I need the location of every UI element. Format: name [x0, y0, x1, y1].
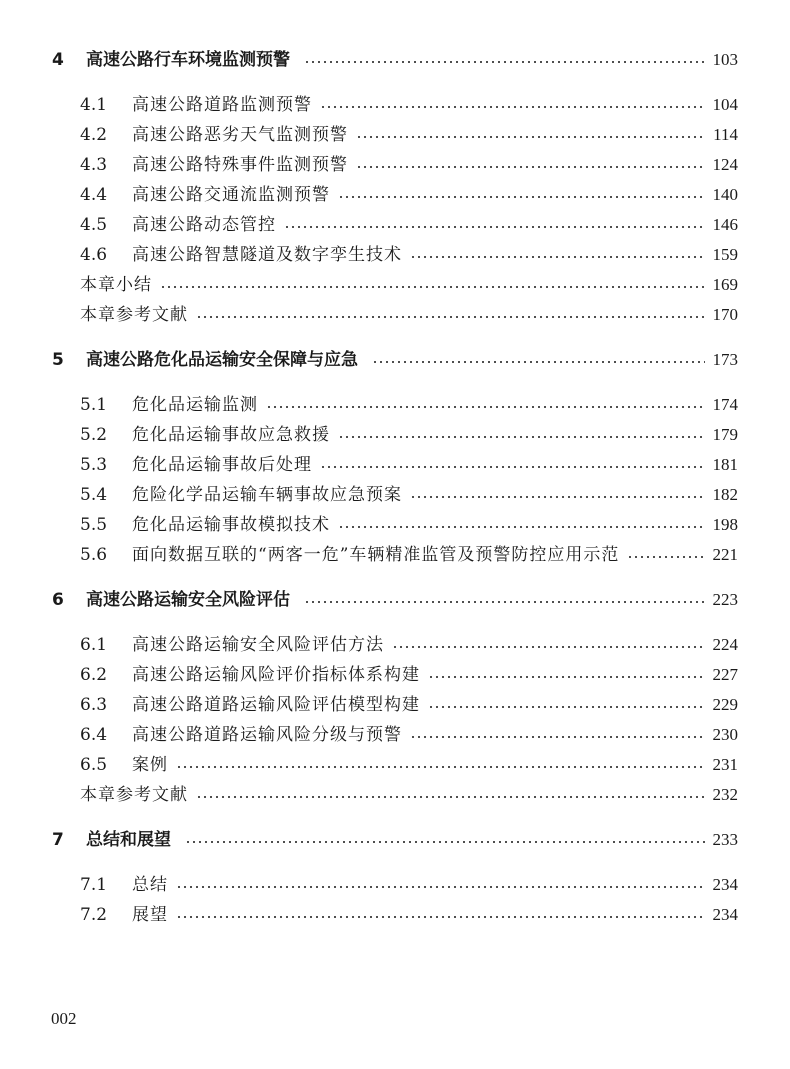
dot-leader: [627, 556, 704, 558]
toc-entry-number: 5.5: [80, 515, 108, 535]
toc-page-number: 114: [713, 125, 738, 144]
toc-entry-number: 4.4: [80, 185, 108, 205]
dot-leader: [185, 841, 705, 843]
toc-entry-title: 案例: [132, 755, 168, 775]
toc-entry-title: 高速公路道路运输风险评估模型构建: [132, 695, 420, 715]
toc-section-row[interactable]: [80, 693, 738, 717]
toc-entry-number: 6.1: [80, 635, 108, 655]
toc-page-number: 124: [712, 155, 738, 174]
toc-extra-row[interactable]: [80, 783, 738, 807]
toc-entry-title: 高速公路交通流监测预警: [132, 185, 330, 205]
toc-entry-title: 本章小结: [80, 275, 152, 295]
dot-leader: [320, 466, 705, 468]
dot-leader: [284, 226, 705, 228]
toc-entry-title: 危化品运输监测: [132, 395, 258, 415]
toc-page-number: 169: [712, 275, 738, 294]
toc-extra-row[interactable]: [80, 303, 738, 327]
toc-page-number: 221: [712, 545, 738, 564]
toc-page-number: 104: [712, 95, 738, 114]
toc-section-row[interactable]: [80, 483, 738, 507]
toc-entry-number: 4.5: [80, 215, 108, 235]
toc-section-row[interactable]: [80, 873, 738, 897]
dot-leader: [304, 601, 705, 603]
toc-chapter-row[interactable]: [52, 348, 738, 372]
toc-entry-title: 本章参考文献: [80, 785, 188, 805]
dot-leader: [356, 136, 705, 138]
toc-section-row[interactable]: [80, 753, 738, 777]
toc-section-row[interactable]: [80, 903, 738, 927]
toc-entry-title: 总结: [132, 875, 168, 895]
toc-page-number: 229: [712, 695, 738, 714]
toc-entry-title: 高速公路道路运输风险分级与预警: [132, 725, 402, 745]
toc-entry-title: 展望: [132, 905, 168, 925]
toc-entry-number: 4.6: [80, 245, 108, 265]
toc-entry-title: 面向数据互联的“两客一危”车辆精准监管及预警防控应用示范: [132, 545, 620, 565]
toc-entry-number: 6.4: [80, 725, 108, 745]
toc-section-row[interactable]: [80, 543, 738, 567]
dot-leader: [428, 676, 705, 678]
toc-entry-number: 4: [52, 50, 64, 70]
toc-entry-number: 5.3: [80, 455, 108, 475]
toc-page-number: 227: [712, 665, 738, 684]
toc-entry-title: 本章参考文献: [80, 305, 188, 325]
toc-page-number: 232: [712, 785, 738, 804]
toc-entry-number: 4.2: [80, 125, 108, 145]
toc-entry-title: 高速公路特殊事件监测预警: [132, 155, 348, 175]
toc-section-row[interactable]: [80, 213, 738, 237]
toc-entry-number: 4.3: [80, 155, 108, 175]
dot-leader: [196, 316, 705, 318]
toc-page-number: 231: [712, 755, 738, 774]
toc-chapter-row[interactable]: [52, 828, 738, 852]
toc-chapter-row[interactable]: [52, 588, 738, 612]
toc-section-row[interactable]: [80, 663, 738, 687]
toc-page-number: 224: [712, 635, 738, 654]
toc-entry-title: 高速公路智慧隧道及数字孪生技术: [132, 245, 402, 265]
toc-section-row[interactable]: [80, 633, 738, 657]
dot-leader: [304, 61, 705, 63]
toc-page-number: 159: [712, 245, 738, 264]
toc-entry-title: 危化品运输事故应急救援: [132, 425, 330, 445]
toc-entry-title: 高速公路行车环境监测预警: [86, 50, 290, 70]
toc-entry-number: 5.6: [80, 545, 108, 565]
toc-page-number: 174: [712, 395, 738, 414]
dot-leader: [338, 436, 705, 438]
dot-leader: [320, 106, 705, 108]
toc-entry-number: 4.1: [80, 95, 108, 115]
toc-page-number: 103: [712, 50, 738, 69]
dot-leader: [266, 406, 705, 408]
toc-page-number: 179: [712, 425, 738, 444]
dot-leader: [410, 736, 705, 738]
toc-section-row[interactable]: [80, 453, 738, 477]
toc-page-number: 146: [712, 215, 738, 234]
toc-chapter-row[interactable]: [52, 48, 738, 72]
toc-page-number: 234: [712, 905, 738, 924]
toc-entry-title: 危险化学品运输车辆事故应急预案: [132, 485, 402, 505]
toc-entry-title: 高速公路恶劣天气监测预警: [132, 125, 348, 145]
toc-entry-title: 高速公路危化品运输安全保障与应急: [86, 350, 358, 370]
dot-leader: [372, 361, 705, 363]
toc-entry-title: 高速公路运输风险评价指标体系构建: [132, 665, 420, 685]
toc-entry-number: 6: [52, 590, 64, 610]
dot-leader: [392, 646, 705, 648]
dot-leader: [428, 706, 705, 708]
toc-section-row[interactable]: [80, 243, 738, 267]
dot-leader: [410, 496, 705, 498]
toc-section-row[interactable]: [80, 513, 738, 537]
toc-entry-number: 5.1: [80, 395, 108, 415]
toc-extra-row[interactable]: [80, 273, 738, 297]
page-number: 002: [51, 1009, 77, 1028]
toc-entry-title: 高速公路道路监测预警: [132, 95, 312, 115]
dot-leader: [176, 886, 705, 888]
toc-section-row[interactable]: [80, 723, 738, 747]
toc-section-row[interactable]: [80, 123, 738, 147]
toc-entry-title: 总结和展望: [86, 830, 171, 850]
dot-leader: [356, 166, 705, 168]
dot-leader: [338, 196, 705, 198]
toc-page-number: 170: [712, 305, 738, 324]
toc-section-row[interactable]: [80, 183, 738, 207]
toc-page-number: 234: [712, 875, 738, 894]
toc-page-number: 173: [712, 350, 738, 369]
toc-entry-number: 6.5: [80, 755, 108, 775]
toc-entry-title: 高速公路运输安全风险评估: [86, 590, 290, 610]
toc-page-number: 223: [712, 590, 738, 609]
toc-entry-number: 5: [52, 350, 64, 370]
toc-page-number: 230: [712, 725, 738, 744]
toc-section-row[interactable]: [80, 153, 738, 177]
toc-entry-title: 高速公路运输安全风险评估方法: [132, 635, 384, 655]
toc-entry-number: 6.3: [80, 695, 108, 715]
toc-page-number: 233: [712, 830, 738, 849]
toc-page-number: 181: [712, 455, 738, 474]
dot-leader: [410, 256, 705, 258]
toc-entry-number: 5.2: [80, 425, 108, 445]
dot-leader: [160, 286, 705, 288]
dot-leader: [338, 526, 705, 528]
toc-page-number: 198: [712, 515, 738, 534]
toc-entry-number: 7: [52, 830, 64, 850]
toc-entry-title: 高速公路动态管控: [132, 215, 276, 235]
toc-entry-title: 危化品运输事故后处理: [132, 455, 312, 475]
toc-entry-number: 7.2: [80, 905, 108, 925]
toc-entry-title: 危化品运输事故模拟技术: [132, 515, 330, 535]
dot-leader: [176, 916, 705, 918]
dot-leader: [196, 796, 705, 798]
toc-section-row[interactable]: [80, 93, 738, 117]
toc-entry-number: 7.1: [80, 875, 108, 895]
toc-entry-number: 6.2: [80, 665, 108, 685]
toc-page-number: 182: [712, 485, 738, 504]
toc-page-number: 140: [712, 185, 738, 204]
toc-entry-number: 5.4: [80, 485, 108, 505]
toc-section-row[interactable]: [80, 393, 738, 417]
toc-section-row[interactable]: [80, 423, 738, 447]
dot-leader: [176, 766, 705, 768]
